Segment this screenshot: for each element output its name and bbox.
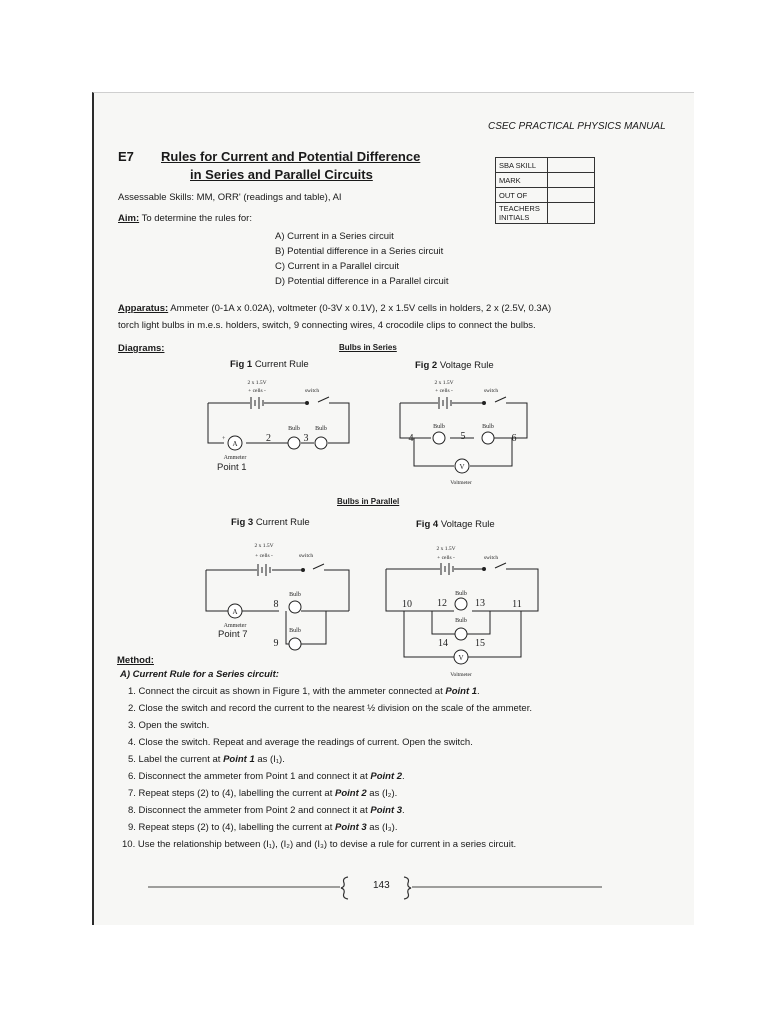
method-step: 4. Close the switch. Repeat and average the readings of current. Open the switch. <box>128 737 473 748</box>
fig3-point-8: 8 <box>273 599 279 610</box>
fig2-point-6: 6 <box>511 433 517 444</box>
fig2-cells-rating: 2 x 1.5V <box>434 380 454 386</box>
assessable-skills: Assessable Skills: MM, ORR' (readings and table), AI <box>118 192 342 203</box>
fig3-name: Current Rule <box>255 517 310 528</box>
fig1-name: Current Rule <box>254 359 309 370</box>
fig3-bulb-label: Bulb <box>289 628 301 634</box>
apparatus-label: Apparatus: <box>118 303 169 314</box>
fig2-voltmeter-label: Voltmeter <box>450 480 472 486</box>
fig3-point-label: Point 7 <box>218 629 248 640</box>
method-step: 1. Connect the circuit as shown in Figure 1, with the ammeter connected at Point 1. <box>128 686 480 697</box>
fig2-point-4: 4 <box>408 433 414 444</box>
apparatus-line1: Ammeter (0-1A x 0.02A), voltmeter (0-3V x 0.1V), 2 x 1.5V cells in holders, 2 x (2.5V, 0.3A) <box>170 303 552 314</box>
fig1-bulb-label: Bulb <box>315 426 327 432</box>
method-step: 2. Close the switch and record the current to the nearest ½ division on the scale of the ammeter. <box>128 703 532 714</box>
series-heading: Bulbs in Series <box>339 343 397 352</box>
fig1-wires <box>208 397 349 443</box>
fig1-switch <box>306 402 309 405</box>
fig1-ammeter-label: Ammeter <box>223 455 247 461</box>
aim-label: Aim: <box>118 213 140 224</box>
experiment-code: E7 <box>118 149 134 164</box>
method-step: 6. Disconnect the ammeter from Point 1 and connect it at Point 2. <box>128 771 405 782</box>
fig4-name: Voltage Rule <box>440 519 495 530</box>
fig2-cells-sign: + cells - <box>435 388 453 394</box>
aim-item: A) Current in a Series circuit <box>275 231 394 242</box>
apparatus-line2: torch light bulbs in m.e.s. holders, switch, 9 connecting wires, 4 crocodile clips to connect the bulbs. <box>118 320 536 331</box>
parallel-heading: Bulbs in Parallel <box>337 497 400 506</box>
method-step: 5. Label the current at Point 1 as (I₁). <box>128 754 285 765</box>
fig1-bulb <box>288 437 300 449</box>
fig4-bulb <box>455 598 467 610</box>
fig2-name: Voltage Rule <box>439 360 494 371</box>
fig2-switch <box>483 402 486 405</box>
fig4-point-11: 11 <box>512 599 522 610</box>
manual-title: CSEC PRACTICAL PHYSICS MANUAL <box>488 121 666 132</box>
fig4-bulb-label: Bulb <box>455 591 467 597</box>
fig2-point-5: 5 <box>460 431 466 442</box>
fig2-number: Fig 2 <box>415 360 438 371</box>
aim-text: To determine the rules for: <box>141 213 252 224</box>
aim-item: D) Potential difference in a Parallel circuit <box>275 276 449 287</box>
experiment-title-line2: in Series and Parallel Circuits <box>190 167 373 182</box>
fig1-bulb-label: Bulb <box>288 426 300 432</box>
fig1-circuit <box>208 380 349 473</box>
fig4-voltmeter-symbol: V <box>458 654 464 662</box>
fig4-bulb-label: Bulb <box>455 618 467 624</box>
fig3-switch <box>302 569 305 572</box>
fig4-bulb <box>455 628 467 640</box>
fig3-circuit <box>206 543 349 650</box>
aim-item: B) Potential difference in a Series circuit <box>275 246 444 257</box>
method-section-a: A) Current Rule for a Series circuit: <box>120 669 279 680</box>
method-steps <box>122 683 532 853</box>
method-label: Method: <box>117 655 154 666</box>
fig4-switch <box>483 568 486 571</box>
page-number: 143 <box>373 880 390 891</box>
fig4-number: Fig 4 <box>416 519 439 530</box>
method-step: 10. Use the relationship between (I₁), (I₂) and (I₃) to devise a rule for current in a series circuit. <box>122 839 517 850</box>
method-step: 8. Disconnect the ammeter from Point 2 and connect it at Point 3. <box>128 805 405 816</box>
fig1-point-2: 2 <box>266 433 271 444</box>
fig4-switch-label: switch <box>483 555 499 561</box>
experiment-title-line1: Rules for Current and Potential Difference <box>161 149 421 164</box>
fig1-bulb <box>315 437 327 449</box>
sba-label: OUT OF <box>496 188 548 203</box>
method-step: 9. Repeat steps (2) to (4), labelling the current at Point 3 as (I₃). <box>128 822 398 833</box>
fig3-ammeter-symbol: A <box>232 608 238 616</box>
fig1-switch-label: switch <box>304 388 320 394</box>
fig3-cells-sign: + cells - <box>255 553 273 559</box>
fig2-cells <box>439 397 451 409</box>
method-step: 7. Repeat steps (2) to (4), labelling the current at Point 2 as (I₂). <box>128 788 398 799</box>
fig4-cells-rating: 2 x 1.5V <box>436 546 456 552</box>
fig3-bulb <box>289 638 301 650</box>
fig4-point-10: 10 <box>402 599 412 610</box>
fig3-bulb <box>289 601 301 613</box>
sba-label: TEACHERS INITIALS <box>496 203 548 224</box>
fig1-cells-rating: 2 x 1.5V <box>247 380 267 386</box>
fig4-point-14: 14 <box>438 638 448 649</box>
fig2-voltmeter-symbol: V <box>459 463 465 471</box>
fig1-number: Fig 1 <box>230 359 253 370</box>
fig3-ammeter-label: Ammeter <box>223 623 247 629</box>
fig2-bulb <box>433 432 445 444</box>
fig2-bulb-label: Bulb <box>433 424 445 430</box>
fig3-cells-rating: 2 x 1.5V <box>254 543 274 549</box>
fig3-number: Fig 3 <box>231 517 254 528</box>
sba-label: SBA SKILL <box>496 158 548 173</box>
fig2-switch-label: switch <box>483 388 499 394</box>
fig2-bulb <box>482 432 494 444</box>
fig1-plus: + <box>222 436 226 442</box>
fig1-cells-sign: + cells - <box>248 388 266 394</box>
fig4-cells-sign: + cells - <box>437 555 455 561</box>
fig3-switch-label: switch <box>298 553 314 559</box>
fig1-cells <box>251 397 263 409</box>
fig3-bulb-label: Bulb <box>289 592 301 598</box>
diagrams-label: Diagrams: <box>118 343 165 354</box>
fig3-cells <box>258 564 270 576</box>
fig4-point-12: 12 <box>437 598 447 609</box>
method-step: 3. Open the switch. <box>128 720 210 731</box>
fig4-point-15: 15 <box>475 638 485 649</box>
fig1-point-3: 3 <box>303 433 309 444</box>
fig4-voltmeter-label: Voltmeter <box>450 672 472 678</box>
sba-label: MARK <box>496 173 548 188</box>
fig4-point-13: 13 <box>475 598 485 609</box>
fig1-point-label: Point 1 <box>217 462 247 473</box>
fig2-circuit <box>400 380 527 486</box>
aim-item: C) Current in a Parallel circuit <box>275 261 400 272</box>
fig2-bulb-label: Bulb <box>482 424 494 430</box>
fig4-cells <box>441 563 453 575</box>
fig4-circuit <box>386 546 538 678</box>
fig1-ammeter-symbol: A <box>232 440 238 448</box>
fig3-point-9: 9 <box>273 638 279 649</box>
